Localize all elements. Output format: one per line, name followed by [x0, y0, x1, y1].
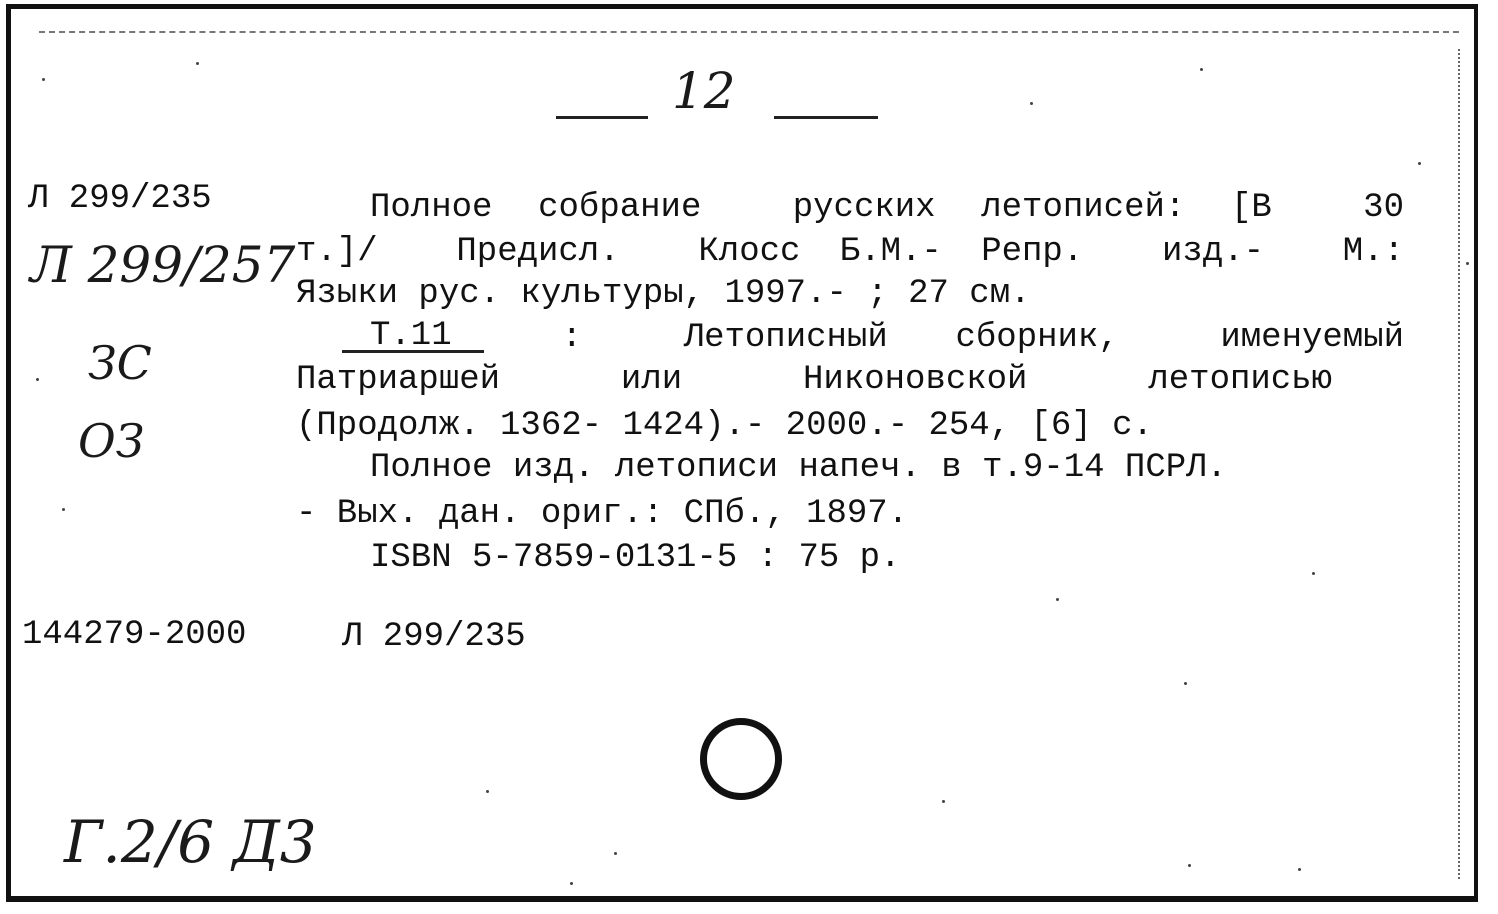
handwritten-bottom-note: Г.2/6 Д3	[64, 808, 317, 876]
entry-line-1: Полное собрание русских летописей: [В 30	[370, 189, 1404, 227]
top-dashed-rule	[39, 31, 1459, 33]
shelfmark-handwritten: Л 299/257	[30, 236, 296, 294]
note-line-1: Полное изд. летописи напеч. в т.9-14 ПСРЛ.	[370, 449, 1227, 487]
speck	[1184, 682, 1187, 685]
entry-line-2: т.]/ Предисл. Клосс Б.М.- Репр. изд.- М.:	[296, 233, 1404, 271]
punch-hole	[700, 718, 782, 800]
page-number: 12	[672, 62, 736, 120]
volume-line-2: Патриаршей или Никоновской летописью	[296, 361, 1332, 399]
inventory-shelfmark: Л 299/235	[342, 618, 526, 656]
speck	[36, 378, 39, 381]
speck	[486, 790, 489, 793]
speck	[1466, 262, 1469, 265]
speck	[42, 78, 45, 81]
speck	[196, 62, 199, 65]
right-dotted-rule	[1458, 49, 1460, 879]
page-number-rule-right	[774, 116, 878, 119]
volume-label: Т.11	[370, 317, 452, 355]
speck	[942, 800, 945, 803]
speck	[570, 882, 573, 885]
isbn-line: ISBN 5-7859-0131-5 : 75 р.	[370, 539, 901, 577]
speck	[1298, 868, 1301, 871]
volume-line-1: : Летописный сборник, именуемый	[460, 319, 1404, 357]
page-number-rule-left	[556, 116, 648, 119]
speck	[1056, 598, 1059, 601]
note-line-2: - Вых. дан. ориг.: СПб., 1897.	[296, 495, 909, 533]
speck	[614, 852, 617, 855]
speck	[1418, 162, 1421, 165]
speck	[1030, 102, 1033, 105]
speck	[1200, 68, 1203, 71]
handwritten-note-oz: ОЗ	[78, 414, 145, 468]
shelfmark-printed: Л 299/235	[28, 180, 212, 218]
volume-line-3: (Продолж. 1362- 1424).- 2000.- 254, [6] с.	[296, 407, 1153, 445]
handwritten-note-zs: ЗС	[88, 336, 152, 390]
inventory-number: 144279-2000	[22, 616, 247, 654]
entry-line-3: Языки рус. культуры, 1997.- ; 27 см.	[296, 275, 1031, 313]
speck	[1188, 864, 1191, 867]
speck	[62, 508, 65, 511]
speck	[1312, 572, 1315, 575]
